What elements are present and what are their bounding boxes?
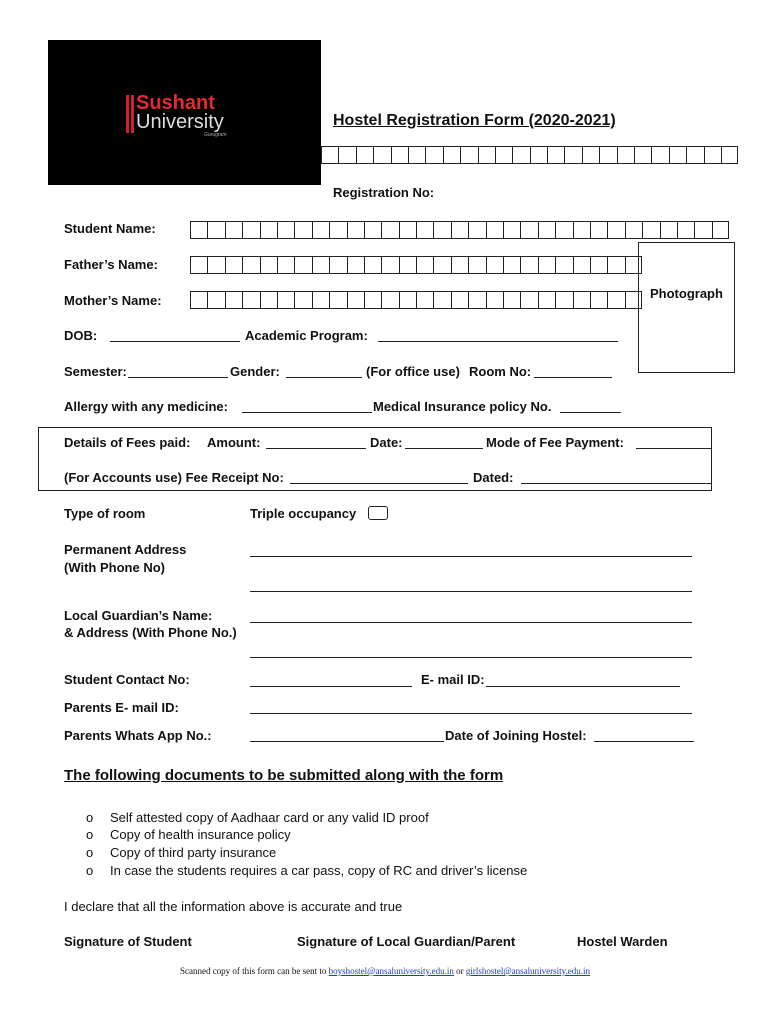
- logo-text-sub: Gurugram: [204, 132, 227, 138]
- guardian-signature-label: Signature of Local Guardian/Parent: [297, 934, 516, 949]
- dob-line[interactable]: [110, 341, 240, 342]
- office-use-label: (For office use): [366, 364, 460, 379]
- father-name-label: Father’s Name:: [64, 257, 158, 272]
- documents-heading: The following documents to be submitted along with the form: [64, 767, 504, 784]
- char-box[interactable]: [530, 146, 547, 164]
- bullet-icon: o: [86, 845, 94, 860]
- char-box[interactable]: [503, 291, 520, 309]
- permanent-address-line-2[interactable]: [250, 591, 692, 592]
- char-box[interactable]: [573, 291, 590, 309]
- footer-or: or: [456, 966, 464, 976]
- char-box[interactable]: [312, 256, 329, 274]
- char-box[interactable]: [260, 291, 277, 309]
- mode-of-payment-label: Mode of Fee Payment:: [486, 435, 624, 450]
- footer-prefix: Scanned copy of this form can be sent to: [179, 966, 327, 976]
- registration-no-label: Registration No:: [333, 185, 435, 200]
- char-box[interactable]: [381, 221, 398, 239]
- char-box[interactable]: [573, 221, 590, 239]
- char-box[interactable]: [294, 221, 311, 239]
- char-box[interactable]: [391, 146, 408, 164]
- date-line[interactable]: [405, 448, 483, 449]
- char-box[interactable]: [460, 146, 477, 164]
- char-box[interactable]: [712, 221, 729, 239]
- bullet-icon: o: [86, 827, 94, 842]
- char-box[interactable]: [478, 146, 495, 164]
- char-box[interactable]: [207, 221, 224, 239]
- char-box[interactable]: [486, 256, 503, 274]
- char-box[interactable]: [590, 221, 607, 239]
- char-box[interactable]: [486, 291, 503, 309]
- student-contact-label: Student Contact No:: [64, 672, 190, 687]
- receipt-no-label: (For Accounts use) Fee Receipt No:: [64, 470, 284, 485]
- type-of-room-label: Type of room: [64, 506, 146, 521]
- char-box[interactable]: [538, 256, 555, 274]
- char-box[interactable]: [538, 221, 555, 239]
- bullet-icon: o: [86, 863, 94, 878]
- char-box[interactable]: [582, 146, 599, 164]
- char-box[interactable]: [607, 291, 624, 309]
- char-box[interactable]: [433, 256, 450, 274]
- local-guardian-line-2[interactable]: [250, 657, 692, 658]
- char-box[interactable]: [573, 256, 590, 274]
- char-box[interactable]: [364, 256, 381, 274]
- char-box[interactable]: [347, 291, 364, 309]
- char-box[interactable]: [555, 291, 572, 309]
- char-box[interactable]: [468, 221, 485, 239]
- medical-insurance-line[interactable]: [560, 412, 621, 413]
- char-box[interactable]: [294, 256, 311, 274]
- char-box[interactable]: [443, 146, 460, 164]
- char-box[interactable]: [399, 291, 416, 309]
- semester-label: Semester:: [64, 364, 127, 379]
- char-box[interactable]: [495, 146, 512, 164]
- char-box[interactable]: [520, 221, 537, 239]
- char-box[interactable]: [416, 221, 433, 239]
- char-box[interactable]: [225, 256, 242, 274]
- local-guardian-sublabel: & Address (With Phone No.): [64, 625, 237, 640]
- academic-program-line[interactable]: [378, 341, 618, 342]
- student-contact-line[interactable]: [250, 686, 412, 687]
- char-box[interactable]: [329, 256, 346, 274]
- document-item-text: Copy of health insurance policy: [110, 827, 291, 842]
- char-box[interactable]: [433, 221, 450, 239]
- document-item-text: Self attested copy of Aadhaar card or any valid ID proof: [110, 810, 429, 825]
- warden-signature-label: Hostel Warden: [577, 934, 668, 949]
- date-of-joining-line[interactable]: [594, 741, 694, 742]
- logo-text-line1: Sushant: [136, 92, 215, 114]
- char-box[interactable]: [312, 291, 329, 309]
- char-box[interactable]: [555, 221, 572, 239]
- parents-email-label: Parents E- mail ID:: [64, 700, 179, 715]
- char-box[interactable]: [347, 221, 364, 239]
- father-name-boxes[interactable]: [190, 256, 642, 274]
- char-box[interactable]: [433, 291, 450, 309]
- char-box[interactable]: [356, 146, 373, 164]
- char-box[interactable]: [190, 221, 207, 239]
- mode-of-payment-line[interactable]: [636, 448, 712, 449]
- char-box[interactable]: [503, 221, 520, 239]
- char-box[interactable]: [381, 256, 398, 274]
- char-box[interactable]: [555, 256, 572, 274]
- char-box[interactable]: [520, 291, 537, 309]
- char-box[interactable]: [590, 291, 607, 309]
- char-box[interactable]: [617, 146, 634, 164]
- local-guardian-line-1[interactable]: [250, 622, 692, 623]
- char-box[interactable]: [451, 256, 468, 274]
- char-box[interactable]: [294, 291, 311, 309]
- photograph-label: Photograph: [650, 286, 723, 301]
- char-box[interactable]: [590, 256, 607, 274]
- receipt-no-line[interactable]: [290, 483, 468, 484]
- char-box[interactable]: [399, 221, 416, 239]
- char-box[interactable]: [607, 256, 624, 274]
- char-box[interactable]: [373, 146, 390, 164]
- local-guardian-label: Local Guardian’s Name:: [64, 608, 213, 623]
- char-box[interactable]: [399, 256, 416, 274]
- university-logo: [48, 40, 321, 185]
- char-box[interactable]: [651, 146, 668, 164]
- char-box[interactable]: [260, 256, 277, 274]
- char-box[interactable]: [451, 221, 468, 239]
- char-box[interactable]: [704, 146, 721, 164]
- registration-no-boxes[interactable]: [321, 146, 738, 164]
- char-box[interactable]: [660, 221, 677, 239]
- document-item-text: In case the students requires a car pass, copy of RC and driver’s license: [110, 863, 528, 878]
- dated-line[interactable]: [521, 483, 711, 484]
- char-box[interactable]: [260, 221, 277, 239]
- document-item: [86, 863, 527, 878]
- email-id-label: E- mail ID:: [421, 672, 485, 687]
- char-box[interactable]: [669, 146, 686, 164]
- email-id-line[interactable]: [486, 686, 680, 687]
- dated-label: Dated:: [473, 470, 514, 485]
- char-box[interactable]: [425, 146, 442, 164]
- char-box[interactable]: [564, 146, 581, 164]
- char-box[interactable]: [416, 256, 433, 274]
- char-box[interactable]: [408, 146, 425, 164]
- girls-hostel-email-link[interactable]: girlshostel@ansaluniversity.edu.in: [465, 966, 591, 976]
- date-of-joining-label: Date of Joining Hostel:: [445, 728, 587, 743]
- gender-label: Gender:: [230, 364, 280, 379]
- bullet-icon: o: [86, 810, 94, 825]
- char-box[interactable]: [512, 146, 529, 164]
- logo-bar-icon: [126, 95, 129, 133]
- amount-label: Amount:: [207, 435, 261, 450]
- char-box[interactable]: [677, 221, 694, 239]
- char-box[interactable]: [207, 291, 224, 309]
- triple-occupancy-label: Triple occupancy: [250, 506, 357, 521]
- semester-line[interactable]: [128, 377, 228, 378]
- char-box[interactable]: [451, 291, 468, 309]
- room-no-label: Room No:: [469, 364, 532, 379]
- mother-name-label: Mother’s Name:: [64, 293, 162, 308]
- amount-line[interactable]: [266, 448, 366, 449]
- student-signature-label: Signature of Student: [64, 934, 192, 949]
- date-label: Date:: [370, 435, 403, 450]
- char-box[interactable]: [347, 256, 364, 274]
- char-box[interactable]: [364, 291, 381, 309]
- student-name-label: Student Name:: [64, 221, 156, 236]
- char-box[interactable]: [277, 221, 294, 239]
- boys-hostel-email-link[interactable]: boyshostel@ansaluniversity.edu.in: [328, 966, 454, 976]
- academic-program-label: Academic Program:: [245, 328, 368, 343]
- document-item: [86, 810, 429, 825]
- parents-email-line[interactable]: [250, 713, 692, 714]
- char-box[interactable]: [607, 221, 624, 239]
- char-box[interactable]: [468, 256, 485, 274]
- char-box[interactable]: [468, 291, 485, 309]
- char-box[interactable]: [634, 146, 651, 164]
- char-box[interactable]: [190, 291, 207, 309]
- footer-note: [0, 966, 770, 976]
- logo-bar-icon: [131, 95, 134, 133]
- document-item: [86, 845, 276, 860]
- char-box[interactable]: [329, 221, 346, 239]
- char-box[interactable]: [277, 256, 294, 274]
- char-box[interactable]: [486, 221, 503, 239]
- form-title: Hostel Registration Form (2020-2021): [333, 112, 616, 129]
- char-box[interactable]: [721, 146, 738, 164]
- char-box[interactable]: [642, 221, 659, 239]
- char-box[interactable]: [503, 256, 520, 274]
- gender-line[interactable]: [286, 377, 362, 378]
- char-box[interactable]: [329, 291, 346, 309]
- document-item-text: Copy of third party insurance: [110, 845, 277, 860]
- char-box[interactable]: [694, 221, 711, 239]
- char-box[interactable]: [547, 146, 564, 164]
- document-item: [86, 827, 291, 842]
- char-box[interactable]: [190, 256, 207, 274]
- char-box[interactable]: [242, 221, 259, 239]
- char-box[interactable]: [599, 146, 616, 164]
- student-name-boxes[interactable]: [190, 221, 729, 239]
- char-box[interactable]: [625, 221, 642, 239]
- allergy-label: Allergy with any medicine:: [64, 399, 228, 414]
- permanent-address-sublabel: (With Phone No): [64, 560, 165, 575]
- char-box[interactable]: [416, 291, 433, 309]
- char-box[interactable]: [225, 221, 242, 239]
- parents-whatsapp-line[interactable]: [250, 741, 444, 742]
- char-box[interactable]: [686, 146, 703, 164]
- char-box[interactable]: [381, 291, 398, 309]
- parents-whatsapp-label: Parents Whats App No.:: [64, 728, 212, 743]
- permanent-address-label: Permanent Address: [64, 542, 187, 557]
- room-no-line[interactable]: [534, 377, 612, 378]
- allergy-line[interactable]: [242, 412, 372, 413]
- char-box[interactable]: [225, 291, 242, 309]
- char-box[interactable]: [277, 291, 294, 309]
- char-box[interactable]: [364, 221, 381, 239]
- logo-text-line2: University: [136, 111, 224, 133]
- permanent-address-line-1[interactable]: [250, 556, 692, 557]
- declaration-text: I declare that all the information above is accurate and true: [64, 899, 403, 914]
- char-box[interactable]: [242, 256, 259, 274]
- char-box[interactable]: [520, 256, 537, 274]
- char-box[interactable]: [338, 146, 355, 164]
- medical-insurance-label: Medical Insurance policy No.: [373, 399, 552, 414]
- char-box[interactable]: [312, 221, 329, 239]
- mother-name-boxes[interactable]: [190, 291, 642, 309]
- char-box[interactable]: [538, 291, 555, 309]
- dob-label: DOB:: [64, 328, 98, 343]
- char-box[interactable]: [207, 256, 224, 274]
- photograph-box[interactable]: [638, 242, 735, 373]
- char-box[interactable]: [242, 291, 259, 309]
- fees-details-label: Details of Fees paid:: [64, 435, 191, 450]
- char-box[interactable]: [321, 146, 338, 164]
- triple-occupancy-checkbox[interactable]: [368, 506, 388, 520]
